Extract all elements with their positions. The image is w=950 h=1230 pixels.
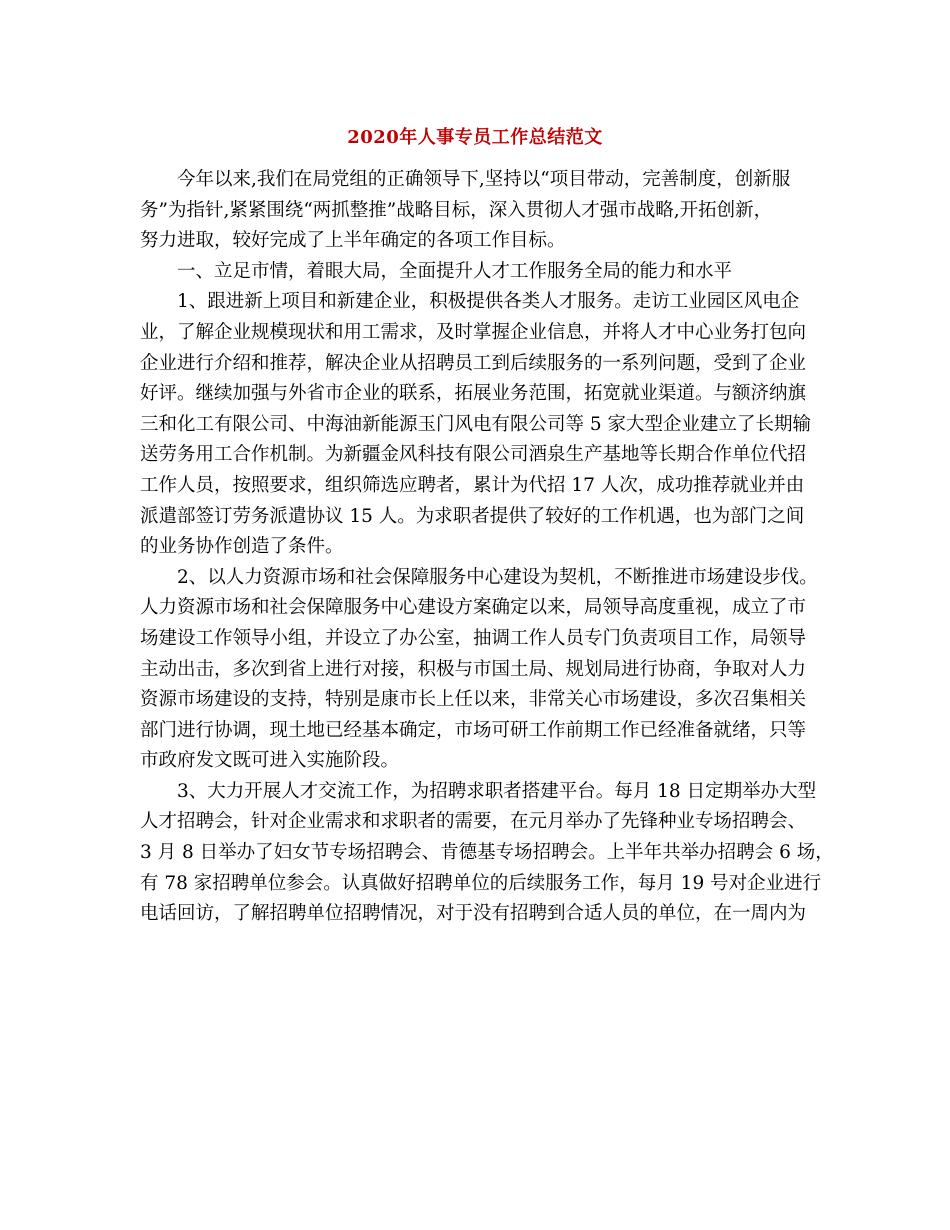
text-line: 主动出击，多次到省上进行对接，积极与市国土局、规划局进行协商，争取对人力: [140, 658, 807, 680]
text-line: 派遣部签订劳务派遣协议 15 人。为求职者提供了较好的工作机遇，也为部门之间: [140, 505, 805, 527]
text-line: 今年以来,我们在局党组的正确领导下,坚持以“项目带动，完善制度，创新服: [177, 169, 791, 190]
text-line: 2、以人力资源市场和社会保障服务中心建设为契机，不断推进市场建设步伐。: [177, 566, 818, 588]
text-line: 部门进行协调，现土地已经基本确定，市场可研工作前期工作已经准备就绪，只等: [140, 719, 807, 741]
text-line: 业，了解企业规模现状和用工需求，及时掌握企业信息，并将人才中心业务打包向: [140, 321, 807, 343]
text-line: 三和化工有限公司、中海油新能源玉门风电有限公司等 5 家大型企业建立了长期输: [140, 413, 812, 435]
text-line: 3 月 8 日举办了妇女节专场招聘会、肯德基专场招聘会。上半年共举办招聘会 6 场，: [140, 842, 834, 864]
text-line: 好评。继续加强与外省市企业的联系，拓展业务范围，拓宽就业渠道。与额济纳旗: [140, 383, 807, 405]
text-line: 资源市场建设的支持，特别是康市长上任以来，非常关心市场建设，多次召集相关: [140, 689, 807, 711]
text-line: 送劳务用工合作机制。为新疆金风科技有限公司酒泉生产基地等长期合作单位代招: [140, 444, 807, 466]
text-line: 人力资源市场和社会保障服务中心建设方案确定以来，局领导高度重视，成立了市: [140, 597, 807, 619]
paragraph-item-2: [140, 563, 830, 777]
text-line: 场建设工作领导小组，并设立了办公室，抽调工作人员专门负责项目工作，局领导: [140, 627, 807, 649]
section-heading: [140, 257, 830, 288]
text-line: 有 78 家招聘单位参会。认真做好招聘单位的后续服务工作，每月 19 号对企业进行: [140, 872, 822, 894]
paragraph-item-3: [140, 777, 834, 930]
text-line: 市政府发文既可进入实施阶段。: [140, 750, 400, 772]
document-body: [140, 165, 834, 930]
text-line: 务”为指针,紧紧围绕“两抓整推”战略目标，深入贯彻人才强市战略,开拓创新，: [140, 199, 773, 221]
text-line: 企业进行介绍和推荐，解决企业从招聘员工到后续服务的一系列问题，受到了企业: [140, 352, 807, 374]
text-line: 1、跟进新上项目和新建企业，积极提供各类人才服务。走访工业园区风电企: [177, 291, 800, 313]
text-line: 的业务协作创造了条件。: [140, 536, 344, 558]
text-line: 努力进取，较好完成了上半年确定的各项工作目标。: [140, 230, 566, 252]
document-title: 2020年人事专员工作总结范文: [347, 127, 603, 148]
text-line: 3、大力开展人才交流工作，为招聘求职者搭建平台。每月 18 日定期举办大型: [177, 780, 817, 802]
paragraph-intro: [140, 165, 830, 257]
text-line: 电话回访，了解招聘单位招聘情况，对于没有招聘到合适人员的单位，在一周内为: [140, 903, 807, 925]
text-line: 人才招聘会，针对企业需求和求职者的需要，在元月举办了先锋种业专场招聘会、: [140, 811, 807, 833]
text-line: 工作人员，按照要求，组织筛选应聘者，累计为代招 17 人次，成功推荐就业并由: [140, 474, 805, 496]
text-line: 一、立足市情，着眼大局，全面提升人才工作服务全局的能力和水平: [177, 260, 733, 282]
paragraph-item-1: [140, 287, 830, 562]
